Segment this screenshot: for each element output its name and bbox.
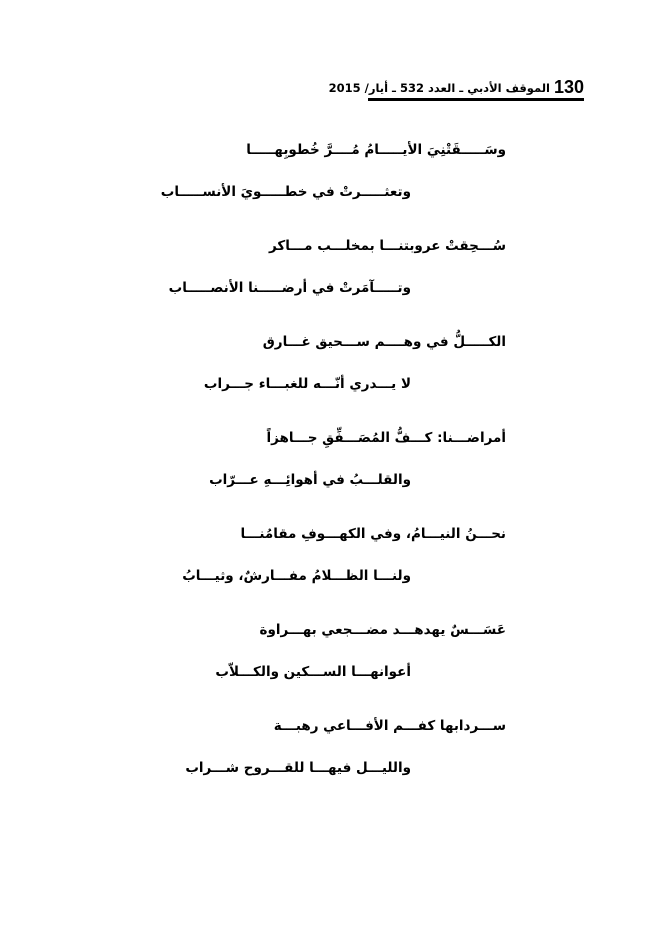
verse-2-first-hemistich: سُـــحِقتْ عروبتنـــا بمخلـــب مـــاكر	[269, 238, 506, 254]
verse-5-first-hemistich: نحـــنُ النيـــامُ، وفي الكهـــوفِ مقامُنـــا	[240, 526, 506, 542]
verse-4-first-hemistich: أمراضـــنا: كـــفُّ المُصَـــفِّقِ جـــاهزاً	[266, 430, 506, 446]
page-number: 130	[553, 77, 584, 97]
header-rule	[368, 98, 584, 101]
verse-1-first-hemistich: وسَـــــقَتْنِيَ الأيـــــامُ مُــــرَّ خُطوبِهـــــا	[246, 142, 506, 158]
verse-4-second-hemistich: والقلـــبُ في أهوائِـــهِ عـــرّاب	[209, 472, 411, 488]
verse-7-first-hemistich: ســـردابها كفـــم الأفـــاعي رهبـــة	[273, 718, 506, 734]
page-header	[328, 76, 584, 102]
verse-3-second-hemistich: لا يـــدري أنّـــه للغبـــاء جـــراب	[203, 376, 411, 392]
verse-3-first-hemistich: الكـــــلُّ في وهــــم ســـحيق غـــارق	[262, 334, 506, 350]
verse-6-first-hemistich: عَسَـــسٌ يهدهـــد مضـــجعي بهـــراوة	[259, 622, 506, 638]
verse-7-second-hemistich: والليـــل فيهـــا للقـــروح شـــراب	[185, 760, 411, 776]
verse-5-second-hemistich: ولنـــا الظـــلامُ مفـــارشٌ، وثيـــابُ	[182, 568, 411, 584]
verse-2-second-hemistich: وتـــــآمَرتْ في أرضـــــنا الأنصـــــاب	[168, 280, 411, 296]
verse-6-second-hemistich: أعوانهـــا الســـكين والكـــلاّب	[215, 664, 411, 680]
running-head: الموقف الأدبي ـ العدد 532 ـ أيار/ 2015	[328, 81, 550, 95]
verse-1-second-hemistich: وتعثـــــرتْ في خطـــــويَ الأنســـــاب	[160, 184, 411, 200]
